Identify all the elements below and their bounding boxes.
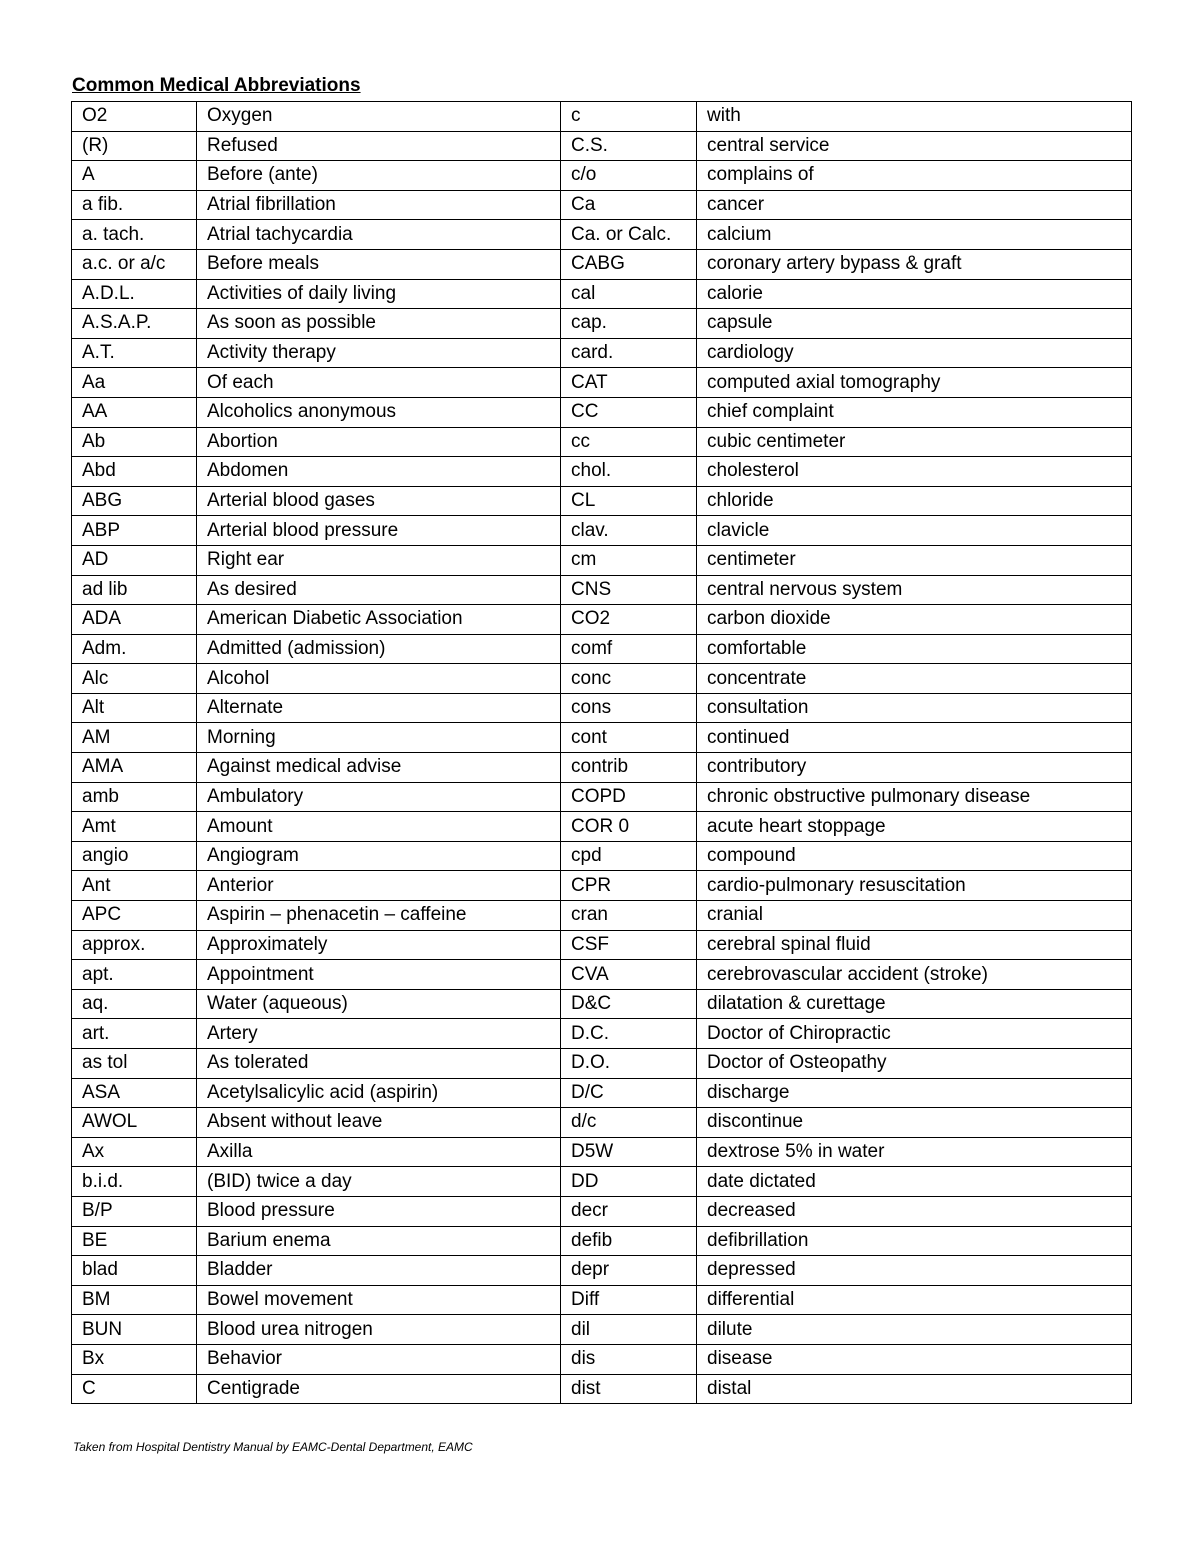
meaning-cell: continued <box>697 723 1132 753</box>
abbreviation-cell: cont <box>561 723 697 753</box>
abbreviation-cell: approx. <box>72 930 197 960</box>
abbreviation-cell: cal <box>561 279 697 309</box>
table-row <box>72 930 1132 960</box>
meaning-cell: Abdomen <box>197 457 561 487</box>
meaning-cell: Aspirin – phenacetin – caffeine <box>197 901 561 931</box>
meaning-cell: contributory <box>697 753 1132 783</box>
abbreviation-cell: D&C <box>561 989 697 1019</box>
meaning-cell: concentrate <box>697 664 1132 694</box>
meaning-cell: Against medical advise <box>197 753 561 783</box>
meaning-cell: Bladder <box>197 1256 561 1286</box>
meaning-cell: American Diabetic Association <box>197 605 561 635</box>
abbreviation-cell: D.O. <box>561 1049 697 1079</box>
meaning-cell: Appointment <box>197 960 561 990</box>
abbreviation-cell: APC <box>72 901 197 931</box>
table-row <box>72 812 1132 842</box>
meaning-cell: central nervous system <box>697 575 1132 605</box>
table-row <box>72 1019 1132 1049</box>
meaning-cell: date dictated <box>697 1167 1132 1197</box>
meaning-cell: computed axial tomography <box>697 368 1132 398</box>
abbreviation-cell: AWOL <box>72 1108 197 1138</box>
table-row <box>72 131 1132 161</box>
abbreviations-table <box>71 101 1132 1404</box>
abbreviation-cell: Ca <box>561 190 697 220</box>
abbreviation-cell: CABG <box>561 249 697 279</box>
abbreviation-cell: A.T. <box>72 338 197 368</box>
abbreviation-cell: Ab <box>72 427 197 457</box>
abbreviation-cell: D/C <box>561 1078 697 1108</box>
table-row <box>72 190 1132 220</box>
meaning-cell: cubic centimeter <box>697 427 1132 457</box>
meaning-cell: Ambulatory <box>197 782 561 812</box>
meaning-cell: Angiogram <box>197 841 561 871</box>
table-row <box>72 723 1132 753</box>
abbreviation-cell: ASA <box>72 1078 197 1108</box>
table-row <box>72 1078 1132 1108</box>
table-row <box>72 1344 1132 1374</box>
meaning-cell: complains of <box>697 161 1132 191</box>
table-row <box>72 901 1132 931</box>
meaning-cell: Oxygen <box>197 102 561 132</box>
abbreviation-cell: AMA <box>72 753 197 783</box>
table-row <box>72 1108 1132 1138</box>
table-row <box>72 279 1132 309</box>
table-row <box>72 1374 1132 1404</box>
abbreviations-table-body <box>72 102 1132 1404</box>
meaning-cell: chloride <box>697 486 1132 516</box>
meaning-cell: comfortable <box>697 634 1132 664</box>
abbreviation-cell: CL <box>561 486 697 516</box>
meaning-cell: Acetylsalicylic acid (aspirin) <box>197 1078 561 1108</box>
meaning-cell: clavicle <box>697 516 1132 546</box>
abbreviation-cell: a. tach. <box>72 220 197 250</box>
meaning-cell: As soon as possible <box>197 309 561 339</box>
abbreviation-cell: cpd <box>561 841 697 871</box>
meaning-cell: cerebrovascular accident (stroke) <box>697 960 1132 990</box>
abbreviation-cell: B/P <box>72 1196 197 1226</box>
meaning-cell: Absent without leave <box>197 1108 561 1138</box>
meaning-cell: Right ear <box>197 545 561 575</box>
table-row <box>72 1167 1132 1197</box>
meaning-cell: discontinue <box>697 1108 1132 1138</box>
abbreviation-cell: BUN <box>72 1315 197 1345</box>
meaning-cell: calorie <box>697 279 1132 309</box>
table-row <box>72 575 1132 605</box>
abbreviation-cell: Ant <box>72 871 197 901</box>
meaning-cell: Morning <box>197 723 561 753</box>
meaning-cell: centimeter <box>697 545 1132 575</box>
meaning-cell: Doctor of Chiropractic <box>697 1019 1132 1049</box>
meaning-cell: Blood pressure <box>197 1196 561 1226</box>
meaning-cell: cardio-pulmonary resuscitation <box>697 871 1132 901</box>
abbreviation-cell: COPD <box>561 782 697 812</box>
abbreviation-cell: card. <box>561 338 697 368</box>
abbreviation-cell: a.c. or a/c <box>72 249 197 279</box>
abbreviation-cell: CSF <box>561 930 697 960</box>
meaning-cell: Arterial blood pressure <box>197 516 561 546</box>
table-row <box>72 1049 1132 1079</box>
table-row <box>72 841 1132 871</box>
meaning-cell: defibrillation <box>697 1226 1132 1256</box>
source-footnote: Taken from Hospital Dentistry Manual by EAMC-Dental Department, EAMC <box>73 1440 473 1454</box>
abbreviation-cell: aq. <box>72 989 197 1019</box>
meaning-cell: central service <box>697 131 1132 161</box>
abbreviation-cell: a fib. <box>72 190 197 220</box>
abbreviation-cell: C <box>72 1374 197 1404</box>
meaning-cell: Approximately <box>197 930 561 960</box>
abbreviation-cell: C.S. <box>561 131 697 161</box>
abbreviation-cell: AM <box>72 723 197 753</box>
table-row <box>72 753 1132 783</box>
abbreviation-cell: cc <box>561 427 697 457</box>
abbreviation-cell: Ax <box>72 1137 197 1167</box>
meaning-cell: Refused <box>197 131 561 161</box>
abbreviation-cell: conc <box>561 664 697 694</box>
abbreviation-cell: CNS <box>561 575 697 605</box>
table-row <box>72 960 1132 990</box>
meaning-cell: Of each <box>197 368 561 398</box>
table-row <box>72 1285 1132 1315</box>
meaning-cell: capsule <box>697 309 1132 339</box>
meaning-cell: Artery <box>197 1019 561 1049</box>
meaning-cell: Barium enema <box>197 1226 561 1256</box>
meaning-cell: with <box>697 102 1132 132</box>
meaning-cell: Centigrade <box>197 1374 561 1404</box>
meaning-cell: cholesterol <box>697 457 1132 487</box>
table-row <box>72 161 1132 191</box>
table-row <box>72 782 1132 812</box>
abbreviation-cell: O2 <box>72 102 197 132</box>
meaning-cell: Amount <box>197 812 561 842</box>
meaning-cell: Anterior <box>197 871 561 901</box>
abbreviation-cell: CAT <box>561 368 697 398</box>
table-row <box>72 457 1132 487</box>
table-row <box>72 989 1132 1019</box>
meaning-cell: Alternate <box>197 693 561 723</box>
table-row <box>72 338 1132 368</box>
meaning-cell: cardiology <box>697 338 1132 368</box>
meaning-cell: Activity therapy <box>197 338 561 368</box>
abbreviation-cell: ADA <box>72 605 197 635</box>
meaning-cell: cranial <box>697 901 1132 931</box>
abbreviation-cell: D.C. <box>561 1019 697 1049</box>
abbreviation-cell: DD <box>561 1167 697 1197</box>
meaning-cell: calcium <box>697 220 1132 250</box>
table-row <box>72 664 1132 694</box>
abbreviation-cell: AA <box>72 397 197 427</box>
meaning-cell: As tolerated <box>197 1049 561 1079</box>
abbreviation-cell: ABG <box>72 486 197 516</box>
abbreviation-cell: depr <box>561 1256 697 1286</box>
abbreviation-cell: chol. <box>561 457 697 487</box>
meaning-cell: Admitted (admission) <box>197 634 561 664</box>
meaning-cell: disease <box>697 1344 1132 1374</box>
meaning-cell: dilatation & curettage <box>697 989 1132 1019</box>
meaning-cell: chronic obstructive pulmonary disease <box>697 782 1132 812</box>
table-row <box>72 1226 1132 1256</box>
abbreviation-cell: Alc <box>72 664 197 694</box>
table-row <box>72 693 1132 723</box>
abbreviation-cell: BM <box>72 1285 197 1315</box>
abbreviation-cell: comf <box>561 634 697 664</box>
abbreviation-cell: ABP <box>72 516 197 546</box>
meaning-cell: Atrial fibrillation <box>197 190 561 220</box>
meaning-cell: dilute <box>697 1315 1132 1345</box>
meaning-cell: Arterial blood gases <box>197 486 561 516</box>
meaning-cell: acute heart stoppage <box>697 812 1132 842</box>
meaning-cell: Before (ante) <box>197 161 561 191</box>
abbreviation-cell: dis <box>561 1344 697 1374</box>
meaning-cell: Before meals <box>197 249 561 279</box>
abbreviation-cell: amb <box>72 782 197 812</box>
table-row <box>72 309 1132 339</box>
meaning-cell: cancer <box>697 190 1132 220</box>
table-row <box>72 427 1132 457</box>
meaning-cell: coronary artery bypass & graft <box>697 249 1132 279</box>
abbreviation-cell: art. <box>72 1019 197 1049</box>
meaning-cell: cerebral spinal fluid <box>697 930 1132 960</box>
table-row <box>72 1315 1132 1345</box>
abbreviation-cell: Bx <box>72 1344 197 1374</box>
meaning-cell: Water (aqueous) <box>197 989 561 1019</box>
abbreviation-cell: cap. <box>561 309 697 339</box>
table-row <box>72 545 1132 575</box>
meaning-cell: Alcohol <box>197 664 561 694</box>
meaning-cell: Atrial tachycardia <box>197 220 561 250</box>
abbreviation-cell: dist <box>561 1374 697 1404</box>
abbreviation-cell: blad <box>72 1256 197 1286</box>
meaning-cell: Bowel movement <box>197 1285 561 1315</box>
abbreviation-cell: A.D.L. <box>72 279 197 309</box>
table-row <box>72 871 1132 901</box>
abbreviation-cell: b.i.d. <box>72 1167 197 1197</box>
abbreviation-cell: cm <box>561 545 697 575</box>
table-row <box>72 486 1132 516</box>
table-row <box>72 1137 1132 1167</box>
table-row <box>72 368 1132 398</box>
abbreviation-cell: Ca. or Calc. <box>561 220 697 250</box>
meaning-cell: As desired <box>197 575 561 605</box>
abbreviation-cell: COR 0 <box>561 812 697 842</box>
meaning-cell: differential <box>697 1285 1132 1315</box>
table-row <box>72 249 1132 279</box>
page-title: Common Medical Abbreviations <box>72 75 361 96</box>
abbreviation-cell: CVA <box>561 960 697 990</box>
abbreviation-cell: CO2 <box>561 605 697 635</box>
abbreviation-cell: Aa <box>72 368 197 398</box>
meaning-cell: dextrose 5% in water <box>697 1137 1132 1167</box>
abbreviation-cell: Diff <box>561 1285 697 1315</box>
meaning-cell: carbon dioxide <box>697 605 1132 635</box>
table-row <box>72 634 1132 664</box>
meaning-cell: chief complaint <box>697 397 1132 427</box>
table-row <box>72 516 1132 546</box>
abbreviation-cell: Alt <box>72 693 197 723</box>
abbreviation-cell: BE <box>72 1226 197 1256</box>
abbreviation-cell: A.S.A.P. <box>72 309 197 339</box>
meaning-cell: decreased <box>697 1196 1132 1226</box>
table-row <box>72 1256 1132 1286</box>
table-row <box>72 1196 1132 1226</box>
meaning-cell: Axilla <box>197 1137 561 1167</box>
meaning-cell: (BID) twice a day <box>197 1167 561 1197</box>
meaning-cell: depressed <box>697 1256 1132 1286</box>
abbreviation-cell: A <box>72 161 197 191</box>
abbreviation-cell: cons <box>561 693 697 723</box>
abbreviation-cell: CC <box>561 397 697 427</box>
meaning-cell: Activities of daily living <box>197 279 561 309</box>
meaning-cell: discharge <box>697 1078 1132 1108</box>
meaning-cell: Alcoholics anonymous <box>197 397 561 427</box>
meaning-cell: compound <box>697 841 1132 871</box>
table-row <box>72 220 1132 250</box>
meaning-cell: consultation <box>697 693 1132 723</box>
abbreviation-cell: Abd <box>72 457 197 487</box>
abbreviation-cell: clav. <box>561 516 697 546</box>
meaning-cell: Blood urea nitrogen <box>197 1315 561 1345</box>
abbreviation-cell: decr <box>561 1196 697 1226</box>
abbreviation-cell: D5W <box>561 1137 697 1167</box>
abbreviation-cell: contrib <box>561 753 697 783</box>
abbreviation-cell: ad lib <box>72 575 197 605</box>
abbreviation-cell: c/o <box>561 161 697 191</box>
abbreviation-cell: cran <box>561 901 697 931</box>
abbreviation-cell: defib <box>561 1226 697 1256</box>
meaning-cell: Abortion <box>197 427 561 457</box>
meaning-cell: distal <box>697 1374 1132 1404</box>
table-row <box>72 397 1132 427</box>
abbreviation-cell: AD <box>72 545 197 575</box>
table-row <box>72 605 1132 635</box>
abbreviation-cell: apt. <box>72 960 197 990</box>
abbreviation-cell: angio <box>72 841 197 871</box>
abbreviation-cell: c <box>561 102 697 132</box>
abbreviation-cell: as tol <box>72 1049 197 1079</box>
abbreviation-cell: d/c <box>561 1108 697 1138</box>
abbreviation-cell: CPR <box>561 871 697 901</box>
meaning-cell: Behavior <box>197 1344 561 1374</box>
abbreviation-cell: Amt <box>72 812 197 842</box>
meaning-cell: Doctor of Osteopathy <box>697 1049 1132 1079</box>
table-row <box>72 102 1132 132</box>
abbreviation-cell: (R) <box>72 131 197 161</box>
abbreviation-cell: Adm. <box>72 634 197 664</box>
abbreviation-cell: dil <box>561 1315 697 1345</box>
